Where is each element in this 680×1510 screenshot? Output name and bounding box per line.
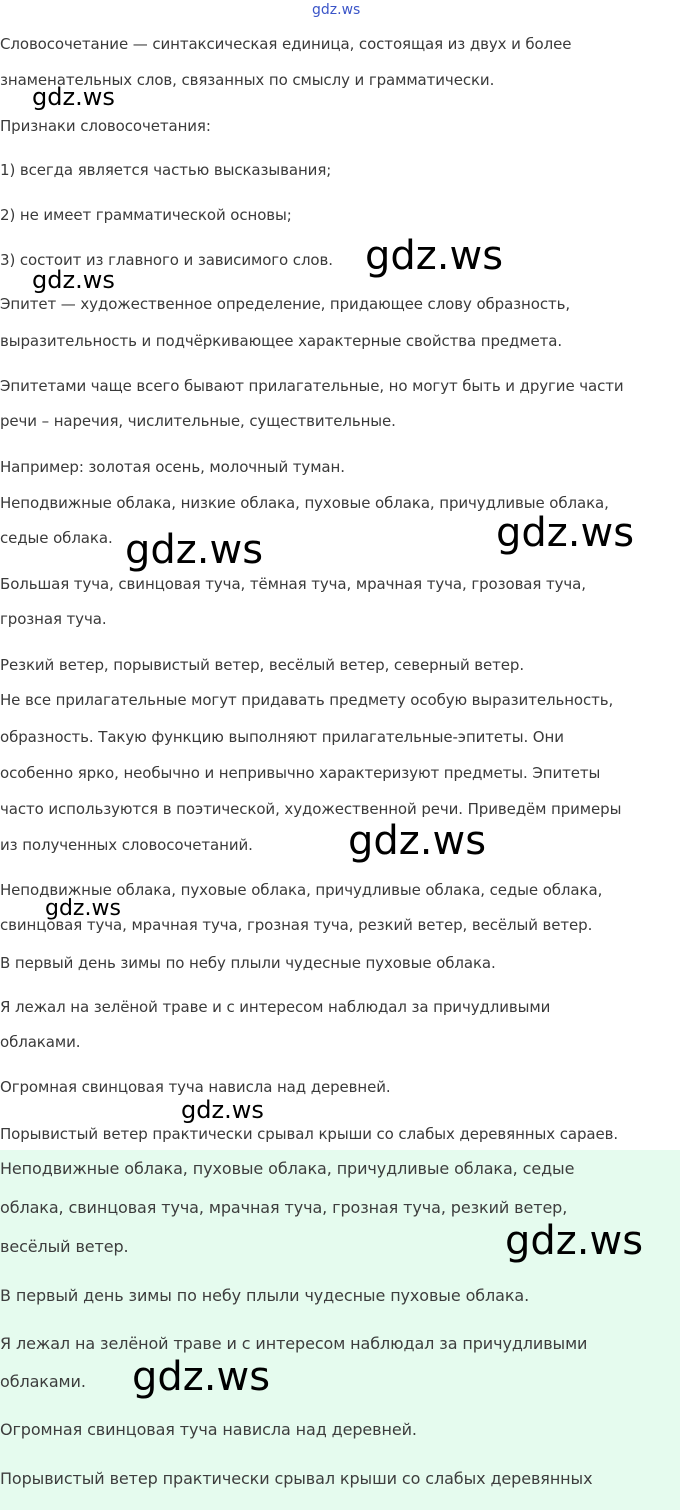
paragraph-line: речи – наречия, числительные, существительные.: [0, 412, 396, 430]
highlight-line: Я лежал на зелёной траве и с интересом наблюдал за причудливыми: [0, 1334, 588, 1353]
paragraph-line: грозная туча.: [0, 610, 107, 628]
highlight-line: Неподвижные облака, пуховые облака, причудливые облака, седые: [0, 1159, 575, 1178]
highlight-line: В первый день зимы по небу плыли чудесные пуховые облака.: [0, 1286, 530, 1305]
watermark: gdz.ws: [32, 83, 115, 111]
paragraph-line: из полученных словосочетаний.: [0, 836, 253, 854]
paragraph-line: особенно ярко, необычно и непривычно характеризуют предметы. Эпитеты: [0, 764, 601, 782]
paragraph-line: Не все прилагательные могут придавать предмету особую выразительность,: [0, 691, 614, 709]
watermark: gdz.ws: [348, 818, 487, 864]
paragraph-line: облаками.: [0, 1033, 81, 1051]
paragraph-line: Порывистый ветер практически срывал крыши со слабых деревянных сараев.: [0, 1125, 618, 1143]
watermark: gdz.ws: [505, 1218, 644, 1264]
paragraph-line: Резкий ветер, порывистый ветер, весёлый ветер, северный ветер.: [0, 656, 524, 674]
paragraph-line: образность. Такую функцию выполняют прилагательные-эпитеты. Они: [0, 728, 564, 746]
watermark: gdz.ws: [132, 1354, 271, 1400]
paragraph-line: В первый день зимы по небу плыли чудесные пуховые облака.: [0, 954, 496, 972]
highlighted-answer-block: [0, 1150, 680, 1510]
paragraph-line: Неподвижные облака, пуховые облака, причудливые облака, седые облака,: [0, 881, 603, 899]
highlight-line: облака, свинцовая туча, мрачная туча, грозная туча, резкий ветер,: [0, 1198, 568, 1217]
paragraph-line: 3) состоит из главного и зависимого слов.: [0, 251, 333, 269]
paragraph-line: 2) не имеет грамматической основы;: [0, 206, 292, 224]
paragraph-line: седые облака.: [0, 529, 113, 547]
highlight-line: Порывистый ветер практически срывал крыши со слабых деревянных: [0, 1469, 593, 1488]
paragraph-line: часто используются в поэтической, художественной речи. Приведём примеры: [0, 800, 622, 818]
paragraph-line: Признаки словосочетания:: [0, 117, 211, 135]
paragraph-line: Эпитет — художественное определение, придающее слову образность,: [0, 295, 571, 313]
watermark-link[interactable]: gdz.ws: [312, 2, 361, 18]
paragraph-line: Большая туча, свинцовая туча, тёмная туча, мрачная туча, грозовая туча,: [0, 575, 586, 593]
paragraph-line: Огромная свинцовая туча нависла над деревней.: [0, 1078, 391, 1096]
paragraph-line: свинцовая туча, мрачная туча, грозная туча, резкий ветер, весёлый ветер.: [0, 916, 593, 934]
paragraph-line: Неподвижные облака, низкие облака, пуховые облака, причудливые облака,: [0, 494, 609, 512]
paragraph-line: Словосочетание — синтаксическая единица, состоящая из двух и более: [0, 35, 572, 53]
watermark: gdz.ws: [496, 510, 635, 556]
paragraph-line: 1) всегда является частью высказывания;: [0, 161, 332, 179]
watermark: gdz.ws: [365, 233, 504, 279]
watermark: gdz.ws: [32, 266, 115, 294]
paragraph-line: знаменательных слов, связанных по смыслу и грамматически.: [0, 71, 495, 89]
watermark: gdz.ws: [181, 1096, 264, 1124]
watermark: gdz.ws: [125, 527, 264, 573]
paragraph-line: выразительность и подчёркивающее характерные свойства предмета.: [0, 332, 563, 350]
highlight-line: весёлый ветер.: [0, 1237, 129, 1256]
paragraph-line: Я лежал на зелёной траве и с интересом наблюдал за причудливыми: [0, 998, 551, 1016]
highlight-line: облаками.: [0, 1372, 86, 1391]
watermark: gdz.ws: [45, 896, 121, 921]
paragraph-line: Эпитетами чаще всего бывают прилагательные, но могут быть и другие части: [0, 377, 624, 395]
highlight-line: Огромная свинцовая туча нависла над деревней.: [0, 1420, 417, 1439]
paragraph-line: Например: золотая осень, молочный туман.: [0, 458, 345, 476]
